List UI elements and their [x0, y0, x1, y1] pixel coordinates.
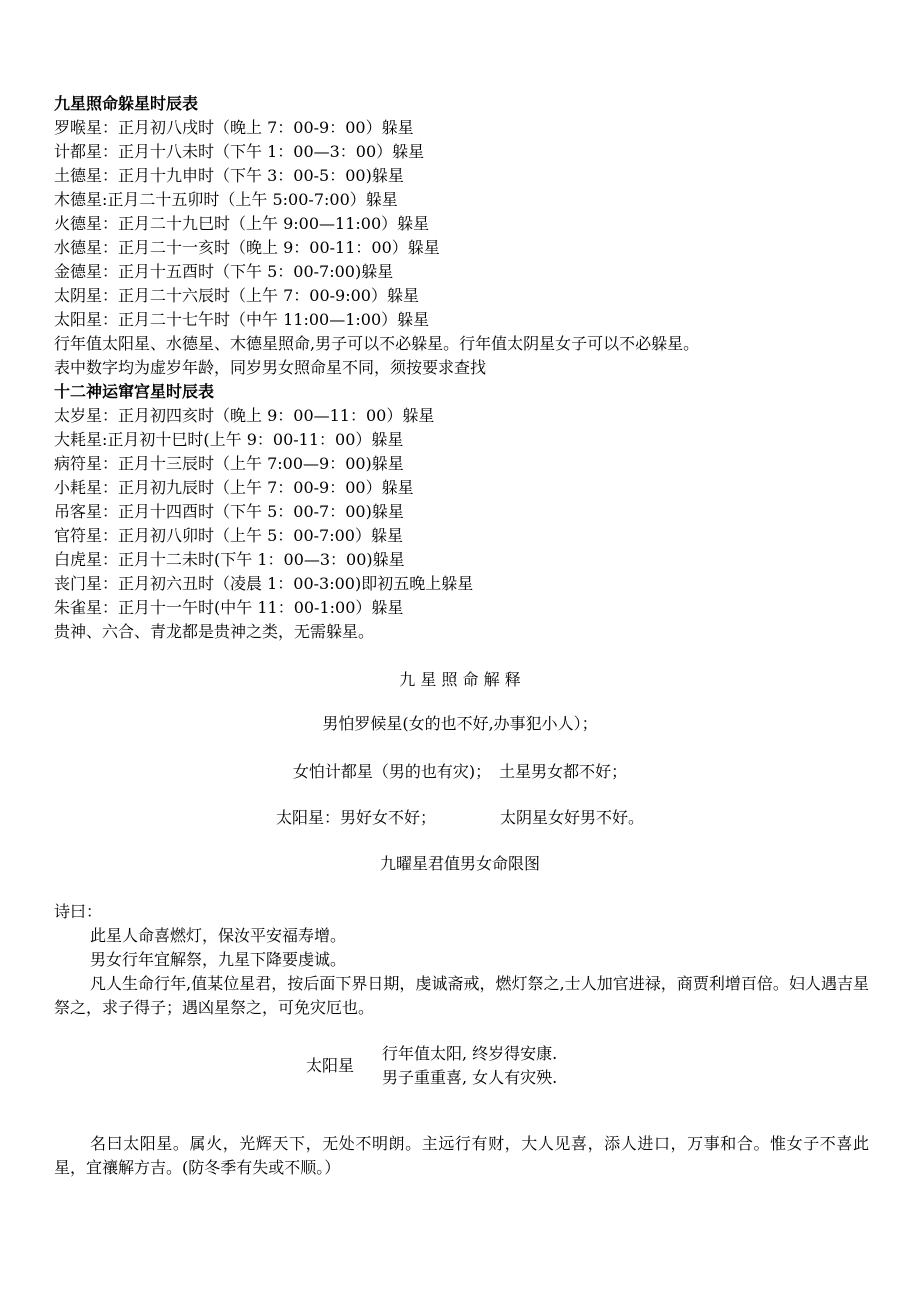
note-text: 贵神、六合、青龙都是贵神之类，无需躲星。 — [54, 622, 375, 641]
table-row: 木德星:正月二十五卯时（上午 5:00-7:00）躲星 — [54, 190, 398, 209]
sun-star-summary: 太阳星：男好女不好； — [275, 808, 436, 827]
table-row: 水德星：正月二十一亥时（晚上 9：00-11：00）躲星 — [54, 238, 440, 257]
note-text: 表中数字均为虚岁年龄，同岁男女照命星不同，须按要求查找 — [54, 358, 487, 377]
note-text: 行年值太阳星、水德星、木德星照命,男子可以不必躲星。行年值太阴星女子可以不必躲星。 — [54, 334, 700, 353]
table-row: 计都星：正月十八未时（下午 1：00—3：00）躲星 — [54, 142, 425, 161]
table-row: 吊客星：正月十四酉时（下午 5：00-7：00)躲星 — [54, 502, 404, 521]
chart-subheading: 九曜星君值男女命限图 — [379, 854, 540, 873]
table-row: 太岁星：正月初四亥时（晚上 9：00—11：00）躲星 — [54, 406, 435, 425]
table-row: 太阳星：正月二十七午时（中午 11:00—1:00）躲星 — [54, 310, 430, 329]
explanation-line — [0, 806, 920, 830]
sun-verse-line: 行年值太阳, 终岁得安康. — [382, 1044, 558, 1063]
poem-label: 诗曰： — [54, 902, 103, 921]
table-row: 朱雀星：正月十一午时(中午 11：00-1:00）躲星 — [54, 598, 404, 617]
table-row: 金德星：正月十五酉时（下午 5：00-7:00)躲星 — [54, 262, 394, 281]
table-row: 土德星：正月十九申时（下午 3：00-5：00)躲星 — [54, 166, 404, 185]
poem-line: 此星人命喜燃灯，保汝平安福寿增。 — [90, 926, 347, 945]
body-paragraph: 凡人生命行年,值某位星君，按后面下界日期，虔诚斋戒，燃灯祭之,士人加官进禄，商贾利增百倍。妇人遇吉星祭之，求子得子；遇凶星祭之，可免灾厄也。 — [54, 974, 869, 1017]
table-row: 病符星：正月十三辰时（上午 7:00—9：00)躲星 — [54, 454, 404, 473]
table-row: 官符星：正月初八卯时（上午 5：00-7:00）躲星 — [54, 526, 403, 545]
table-row: 丧门星：正月初六丑时（凌晨 1：00-3:00)即初五晚上躲星 — [54, 574, 474, 593]
sun-star-label: 太阳星 — [306, 1056, 355, 1075]
table-row: 罗喉星：正月初八戌时（晚上 7：00-9：00）躲星 — [54, 118, 414, 137]
table-row: 太阴星：正月二十六辰时（上午 7：00-9:00）躲星 — [54, 286, 419, 305]
section-title-nine-stars: 九星照命躲星时辰表 — [54, 94, 199, 113]
explanation-line: 女怕计都星（男的也有灾)； 土星男女都不好； — [292, 762, 628, 781]
table-row: 白虎星：正月十二未时(下午 1：00—3：00)躲星 — [54, 550, 405, 569]
table-row: 火德星：正月二十九巳时（上午 9:00—11:00）躲星 — [54, 214, 430, 233]
explanation-line: 男怕罗候星(女的也不好,办事犯小人）； — [322, 714, 598, 733]
explanation-heading: 九 星 照 命 解 释 — [399, 670, 521, 689]
sun-verse-line: 男子重重喜, 女人有灾殃. — [382, 1068, 558, 1087]
sun-star-paragraph: 名曰太阳星。属火，光辉天下，无处不明朗。主远行有财，大人见喜，添人进口，万事和合。惟女子不喜此星，宜禳解方吉。(防冬季有失或不顺。） — [54, 1134, 869, 1177]
table-row: 大耗星:正月初十巳时(上午 9：00-11：00）躲星 — [54, 430, 404, 449]
poem-line: 男女行年宜解祭，九星下降要虔诚。 — [90, 950, 347, 969]
table-row: 小耗星：正月初九辰时（上午 7：00-9：00）躲星 — [54, 478, 414, 497]
section-title-twelve-gods: 十二神运窜宫星时辰表 — [54, 382, 215, 401]
moon-star-summary: 太阴星女好男不好。 — [500, 808, 645, 827]
